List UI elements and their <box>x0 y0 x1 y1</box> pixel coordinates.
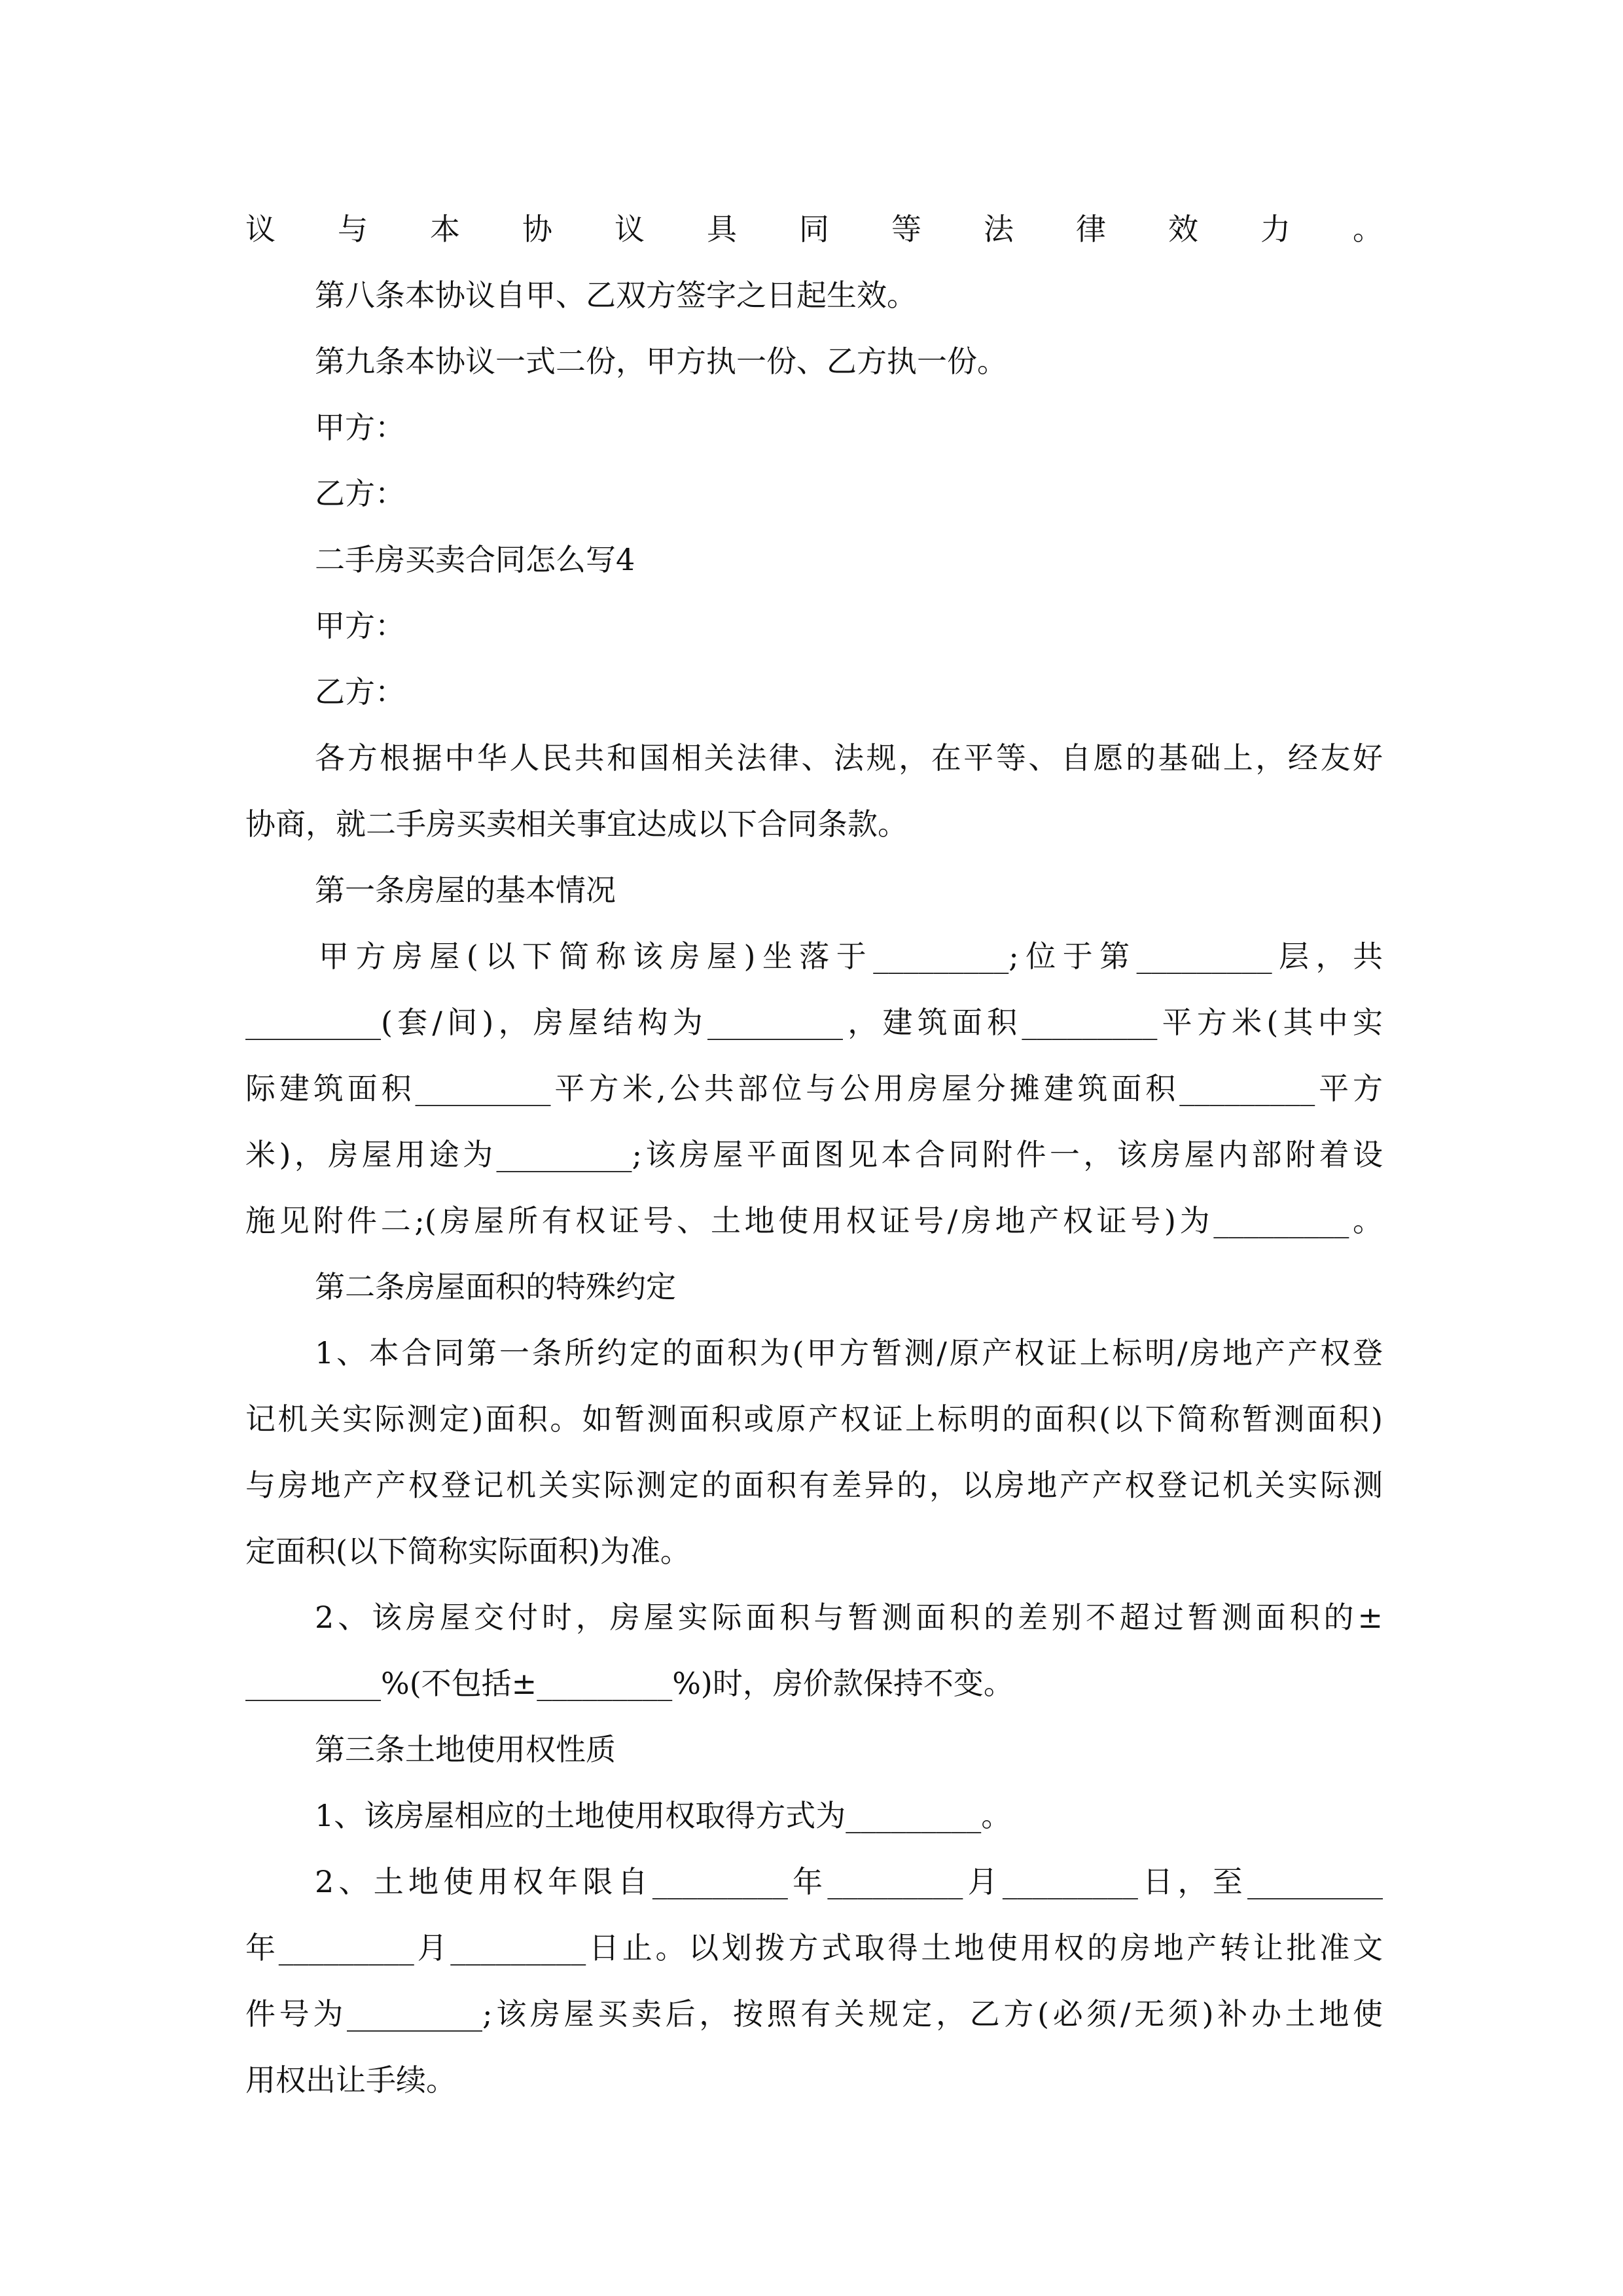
article-2-line: 2、该房屋交付时，房屋实际面积与暂测面积的差别不超过暂测面积的± <box>315 1600 1383 1635</box>
contract-title: 二手房买卖合同怎么写4 <box>315 542 635 577</box>
article-2-heading: 第二条房屋面积的特殊约定 <box>315 1269 676 1304</box>
party-a-signature-label: 甲方： <box>315 410 405 445</box>
article-3-line: 用权出让手续。 <box>245 2062 456 2098</box>
article-3-line: 件号为_________;该房屋买卖后，按照有关规定，乙方(必须/无须)补办土地使 <box>245 1996 1383 2032</box>
article-2-line: 与房地产产权登记机关实际测定的面积有差异的，以房地产产权登记机关实际测 <box>245 1467 1383 1503</box>
document-body <box>245 196 1383 2113</box>
article-1-line: 甲方房屋(以下简称该房屋)坐落于_________;位于第_________层，共 <box>319 939 1383 974</box>
article-3-line: 1、该房屋相应的土地使用权取得方式为_________。 <box>315 1798 1012 1833</box>
article-3-line: 年_________月_________日止。以划拨方式取得土地使用权的房地产转让批准文 <box>245 1930 1383 1965</box>
text-line: 议与本协议具同等法律效力。 <box>245 211 1383 247</box>
article-1-heading: 第一条房屋的基本情况 <box>315 872 616 908</box>
article-8: 第八条本协议自甲、乙双方签字之日起生效。 <box>315 278 917 313</box>
article-2-line: 定面积(以下简称实际面积)为准。 <box>245 1534 690 1569</box>
party-b-signature-label: 乙方： <box>315 476 405 511</box>
article-1-line: 际建筑面积_________平方米,公共部位与公用房屋分摊建筑面积_________平方 <box>245 1071 1383 1106</box>
article-2-line: 记机关实际测定)面积。如暂测面积或原产权证上标明的面积(以下简称暂测面积) <box>245 1401 1383 1437</box>
article-1-line: _________(套/间)，房屋结构为_________，建筑面积_________平方米(其中实 <box>245 1005 1383 1040</box>
preamble-line: 各方根据中华人民共和国相关法律、法规，在平等、自愿的基础上，经友好 <box>315 740 1383 776</box>
preamble-line: 协商，就二手房买卖相关事宜达成以下合同条款。 <box>245 806 908 842</box>
article-1-line: 米)，房屋用途为_________;该房屋平面图见本合同附件一，该房屋内部附着设 <box>245 1137 1383 1172</box>
article-3-line: 2、土地使用权年限自_________年_________月_________日，至_________ <box>315 1864 1383 1899</box>
article-2-line: _________%(不包括±_________%)时，房价款保持不变。 <box>245 1666 1014 1701</box>
article-2-line: 1、本合同第一条所约定的面积为(甲方暂测/原产权证上标明/房地产产权登 <box>315 1335 1383 1371</box>
article-3-heading: 第三条土地使用权性质 <box>315 1732 616 1767</box>
party-a-label: 甲方： <box>315 608 405 643</box>
article-9: 第九条本协议一式二份，甲方执一份、乙方执一份。 <box>315 344 1007 379</box>
party-b-label: 乙方： <box>315 674 405 709</box>
article-1-line: 施见附件二;(房屋所有权证号、土地使用权证号/房地产权证号)为_________。 <box>245 1203 1383 1238</box>
